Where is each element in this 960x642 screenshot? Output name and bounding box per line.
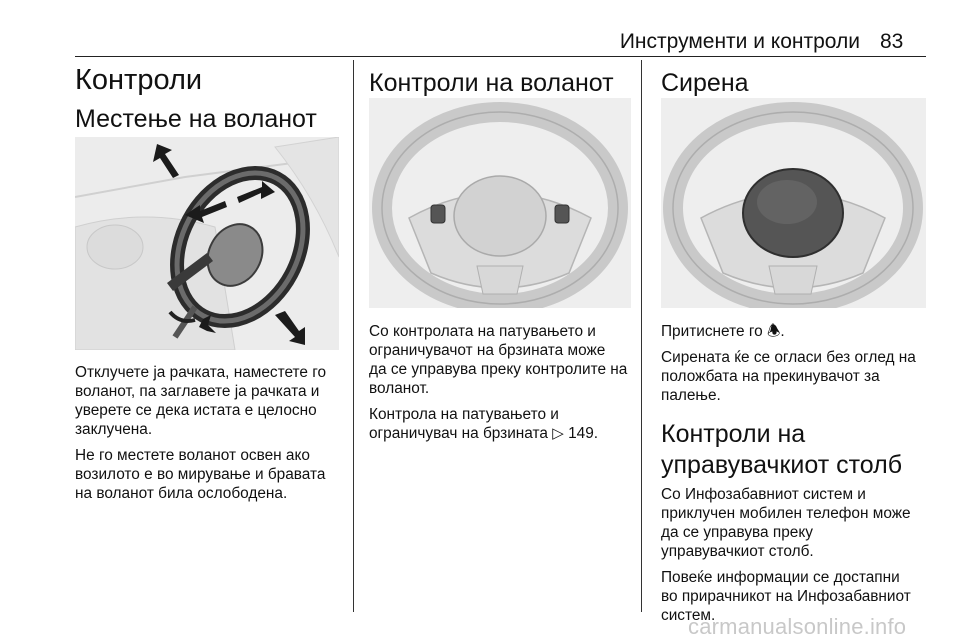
- figure-horn-wheel: [661, 98, 926, 308]
- page-reference-link[interactable]: 149.: [568, 425, 599, 442]
- arrow-reference-icon: ▷: [552, 425, 564, 442]
- paragraph-cruise-info: Со контролата на патувањето и ограничувачот на брзината може да се управува преку контролите на воланот.: [369, 323, 628, 397]
- section-heading-steering-controls: Контроли на воланот: [369, 69, 614, 97]
- paragraph-horn-info: Сирената ќе се огласи без оглед на положбата на прекинувачот за палење.: [661, 349, 916, 404]
- paragraph-more-info: Повеќе информации се достапни во прирачникот на Инфозабавниот систем.: [661, 569, 911, 624]
- column-2: [369, 60, 639, 99]
- paragraph-cruise-reference: Контрола на патувањето и ограничувач на брзината ▷ 149.: [369, 406, 599, 442]
- figure-steering-wheel-controls: [369, 98, 631, 308]
- paragraph-unlock: Отклучете ја рачката, наместете го воланот, па заглавете ја рачката и уверете се дека истата е целосно заклучена.: [75, 364, 327, 438]
- figure-steering-adjust: [75, 137, 339, 350]
- column-1-body: [75, 363, 355, 503]
- paragraph-infotainment: Со Инфозабавниот систем и приклучен мобилен телефон може да се управува преку управувачкиот столб.: [661, 486, 911, 560]
- section-heading-column-controls: Контроли на управувачкиот столб: [661, 420, 903, 479]
- page-number: 83: [880, 30, 904, 53]
- subheading-steering-adjust: Местење на воланот: [75, 105, 317, 133]
- column-3: [661, 60, 931, 99]
- column-1: [75, 60, 350, 135]
- column-3-body: [661, 322, 936, 625]
- paragraph-warning: Не го местете воланот освен ако возилото е во мирување и бравата на воланот била ослободена.: [75, 447, 326, 502]
- paragraph-horn-press: Притиснете го 🕭.: [661, 323, 785, 340]
- column-divider-1: [353, 60, 354, 612]
- section-heading-horn: Сирена: [661, 69, 749, 97]
- section-heading-controls: Контроли: [75, 64, 203, 96]
- watermark: carmanualsonline.info: [688, 614, 907, 639]
- horn-icon: 🕭: [766, 323, 781, 340]
- column-divider-2: [641, 60, 642, 612]
- header-rule: [75, 56, 926, 57]
- column-2-body: [369, 322, 639, 443]
- page-header-title: Инструменти и контроли: [619, 30, 860, 53]
